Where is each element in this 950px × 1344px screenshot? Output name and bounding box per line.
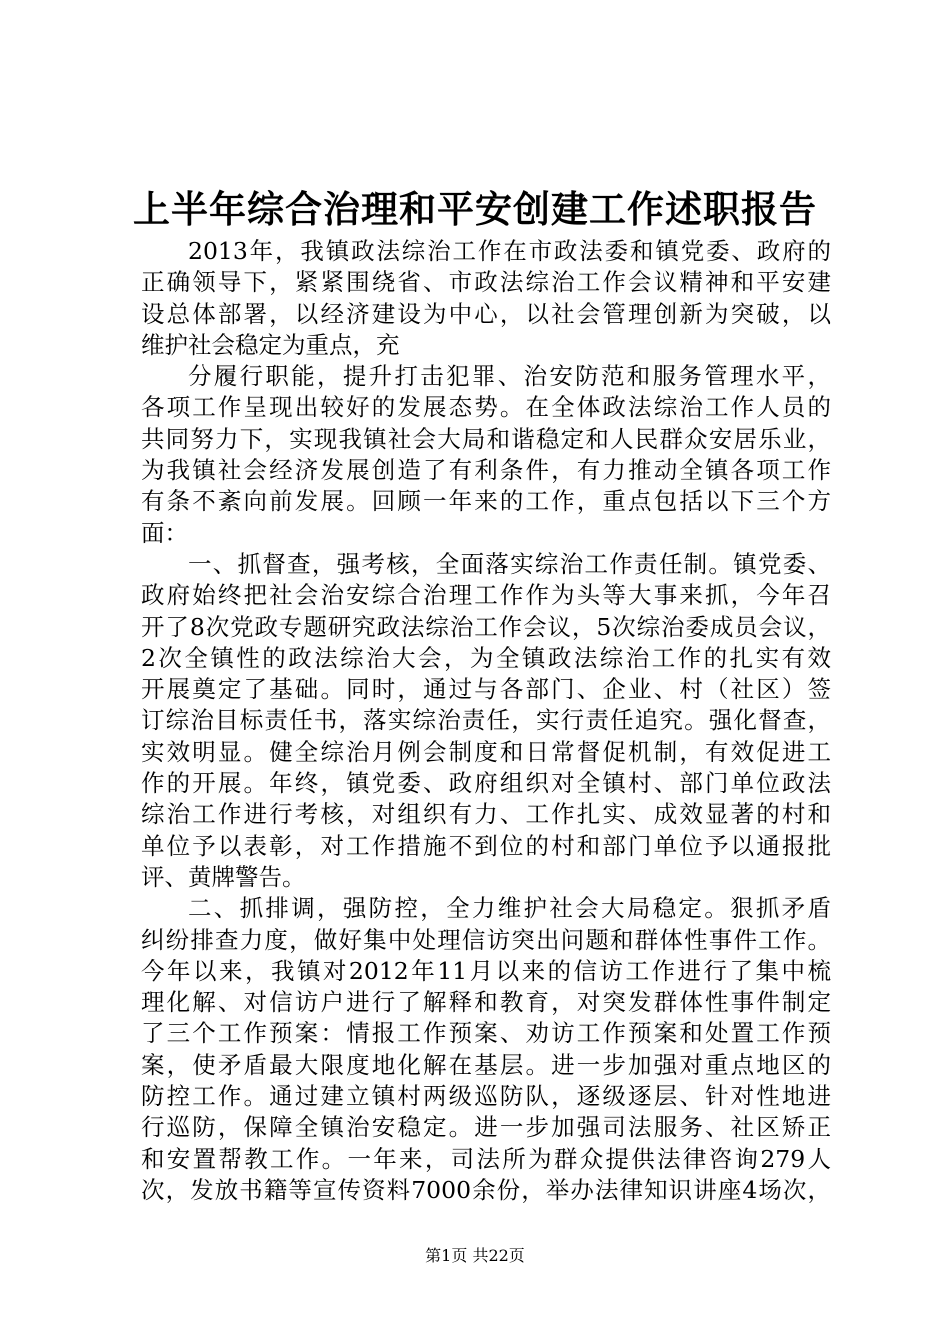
paragraph-line: 案，使矛盾最大限度地化解在基层。进一步加强对重点地区的	[141, 1050, 831, 1079]
paragraph-line: 实效明显。健全综治月例会制度和日常督促机制，有效促进工	[141, 737, 831, 766]
paragraph-line: 今年以来，我镇对2012年11月以来的信访工作进行了集中梳	[141, 956, 831, 985]
paragraph-line: 为我镇社会经济发展创造了有利条件，有力推动全镇各项工作	[141, 456, 831, 485]
paragraph-line: 各项工作呈现出较好的发展态势。在全体政法综治工作人员的	[141, 393, 831, 422]
paragraph-line: 政府始终把社会治安综合治理工作作为头等大事来抓，今年召	[141, 581, 831, 610]
paragraph-line: 开了8次党政专题研究政法综治工作会议，5次综治委成员会议，	[141, 612, 831, 641]
paragraph-line: 面：	[141, 518, 188, 547]
paragraph-line: 有条不紊向前发展。回顾一年来的工作，重点包括以下三个方	[141, 487, 831, 516]
paragraph-line: 二、抓排调，强防控，全力维护社会大局稳定。狠抓矛盾	[188, 894, 831, 923]
paragraph-line: 2013年，我镇政法综治工作在市政法委和镇党委、政府的	[188, 237, 831, 265]
paragraph-line: 订综治目标责任书，落实综治责任，实行责任追究。强化督查，	[141, 706, 831, 735]
paragraph-line: 单位予以表彰，对工作措施不到位的村和部门单位予以通报批	[141, 831, 831, 860]
paragraph-line: 分履行职能，提升打击犯罪、治安防范和服务管理水平，	[188, 362, 831, 391]
paragraph-line: 次，发放书籍等宣传资料7000余份，举办法律知识讲座4场次，	[141, 1175, 831, 1204]
paragraph-line: 2次全镇性的政法综治大会，为全镇政法综治工作的扎实有效	[141, 643, 831, 672]
paragraph-line: 评、黄牌警告。	[141, 862, 306, 891]
paragraph-line: 综治工作进行考核，对组织有力、工作扎实、成效显著的村和	[141, 800, 831, 829]
paragraph-line: 设总体部署，以经济建设为中心，以社会管理创新为突破，以	[141, 299, 831, 328]
paragraph-line: 和安置帮教工作。一年来，司法所为群众提供法律咨询279人	[141, 1144, 831, 1173]
page-number-footer: 第1页 共22页	[425, 1246, 525, 1265]
paragraph-line: 纠纷排查力度，做好集中处理信访突出问题和群体性事件工作。	[141, 925, 831, 954]
paragraph-line: 防控工作。通过建立镇村两级巡防队，逐级逐层、针对性地进	[141, 1082, 831, 1111]
paragraph-line: 一、抓督查，强考核，全面落实综治工作责任制。镇党委、	[188, 549, 831, 578]
paragraph-line: 行巡防，保障全镇治安稳定。进一步加强司法服务、社区矫正	[141, 1113, 831, 1142]
paragraph-line: 了三个工作预案：情报工作预案、劝访工作预案和处置工作预	[141, 1019, 831, 1048]
paragraph-line: 共同努力下，实现我镇社会大局和谐稳定和人民群众安居乐业，	[141, 424, 831, 453]
paragraph-line: 维护社会稳定为重点，充	[141, 330, 400, 359]
paragraph-line: 开展奠定了基础。同时，通过与各部门、企业、村（社区）签	[141, 675, 831, 704]
paragraph-line: 正确领导下，紧紧围绕省、市政法综治工作会议精神和平安建	[141, 268, 831, 297]
document-body	[141, 236, 831, 1206]
paragraph-line: 作的开展。年终，镇党委、政府组织对全镇村、部门单位政法	[141, 769, 831, 798]
document-title: 上半年综合治理和平安创建工作述职报告	[133, 187, 817, 231]
paragraph-line: 理化解、对信访户进行了解释和教育，对突发群体性事件制定	[141, 988, 831, 1017]
